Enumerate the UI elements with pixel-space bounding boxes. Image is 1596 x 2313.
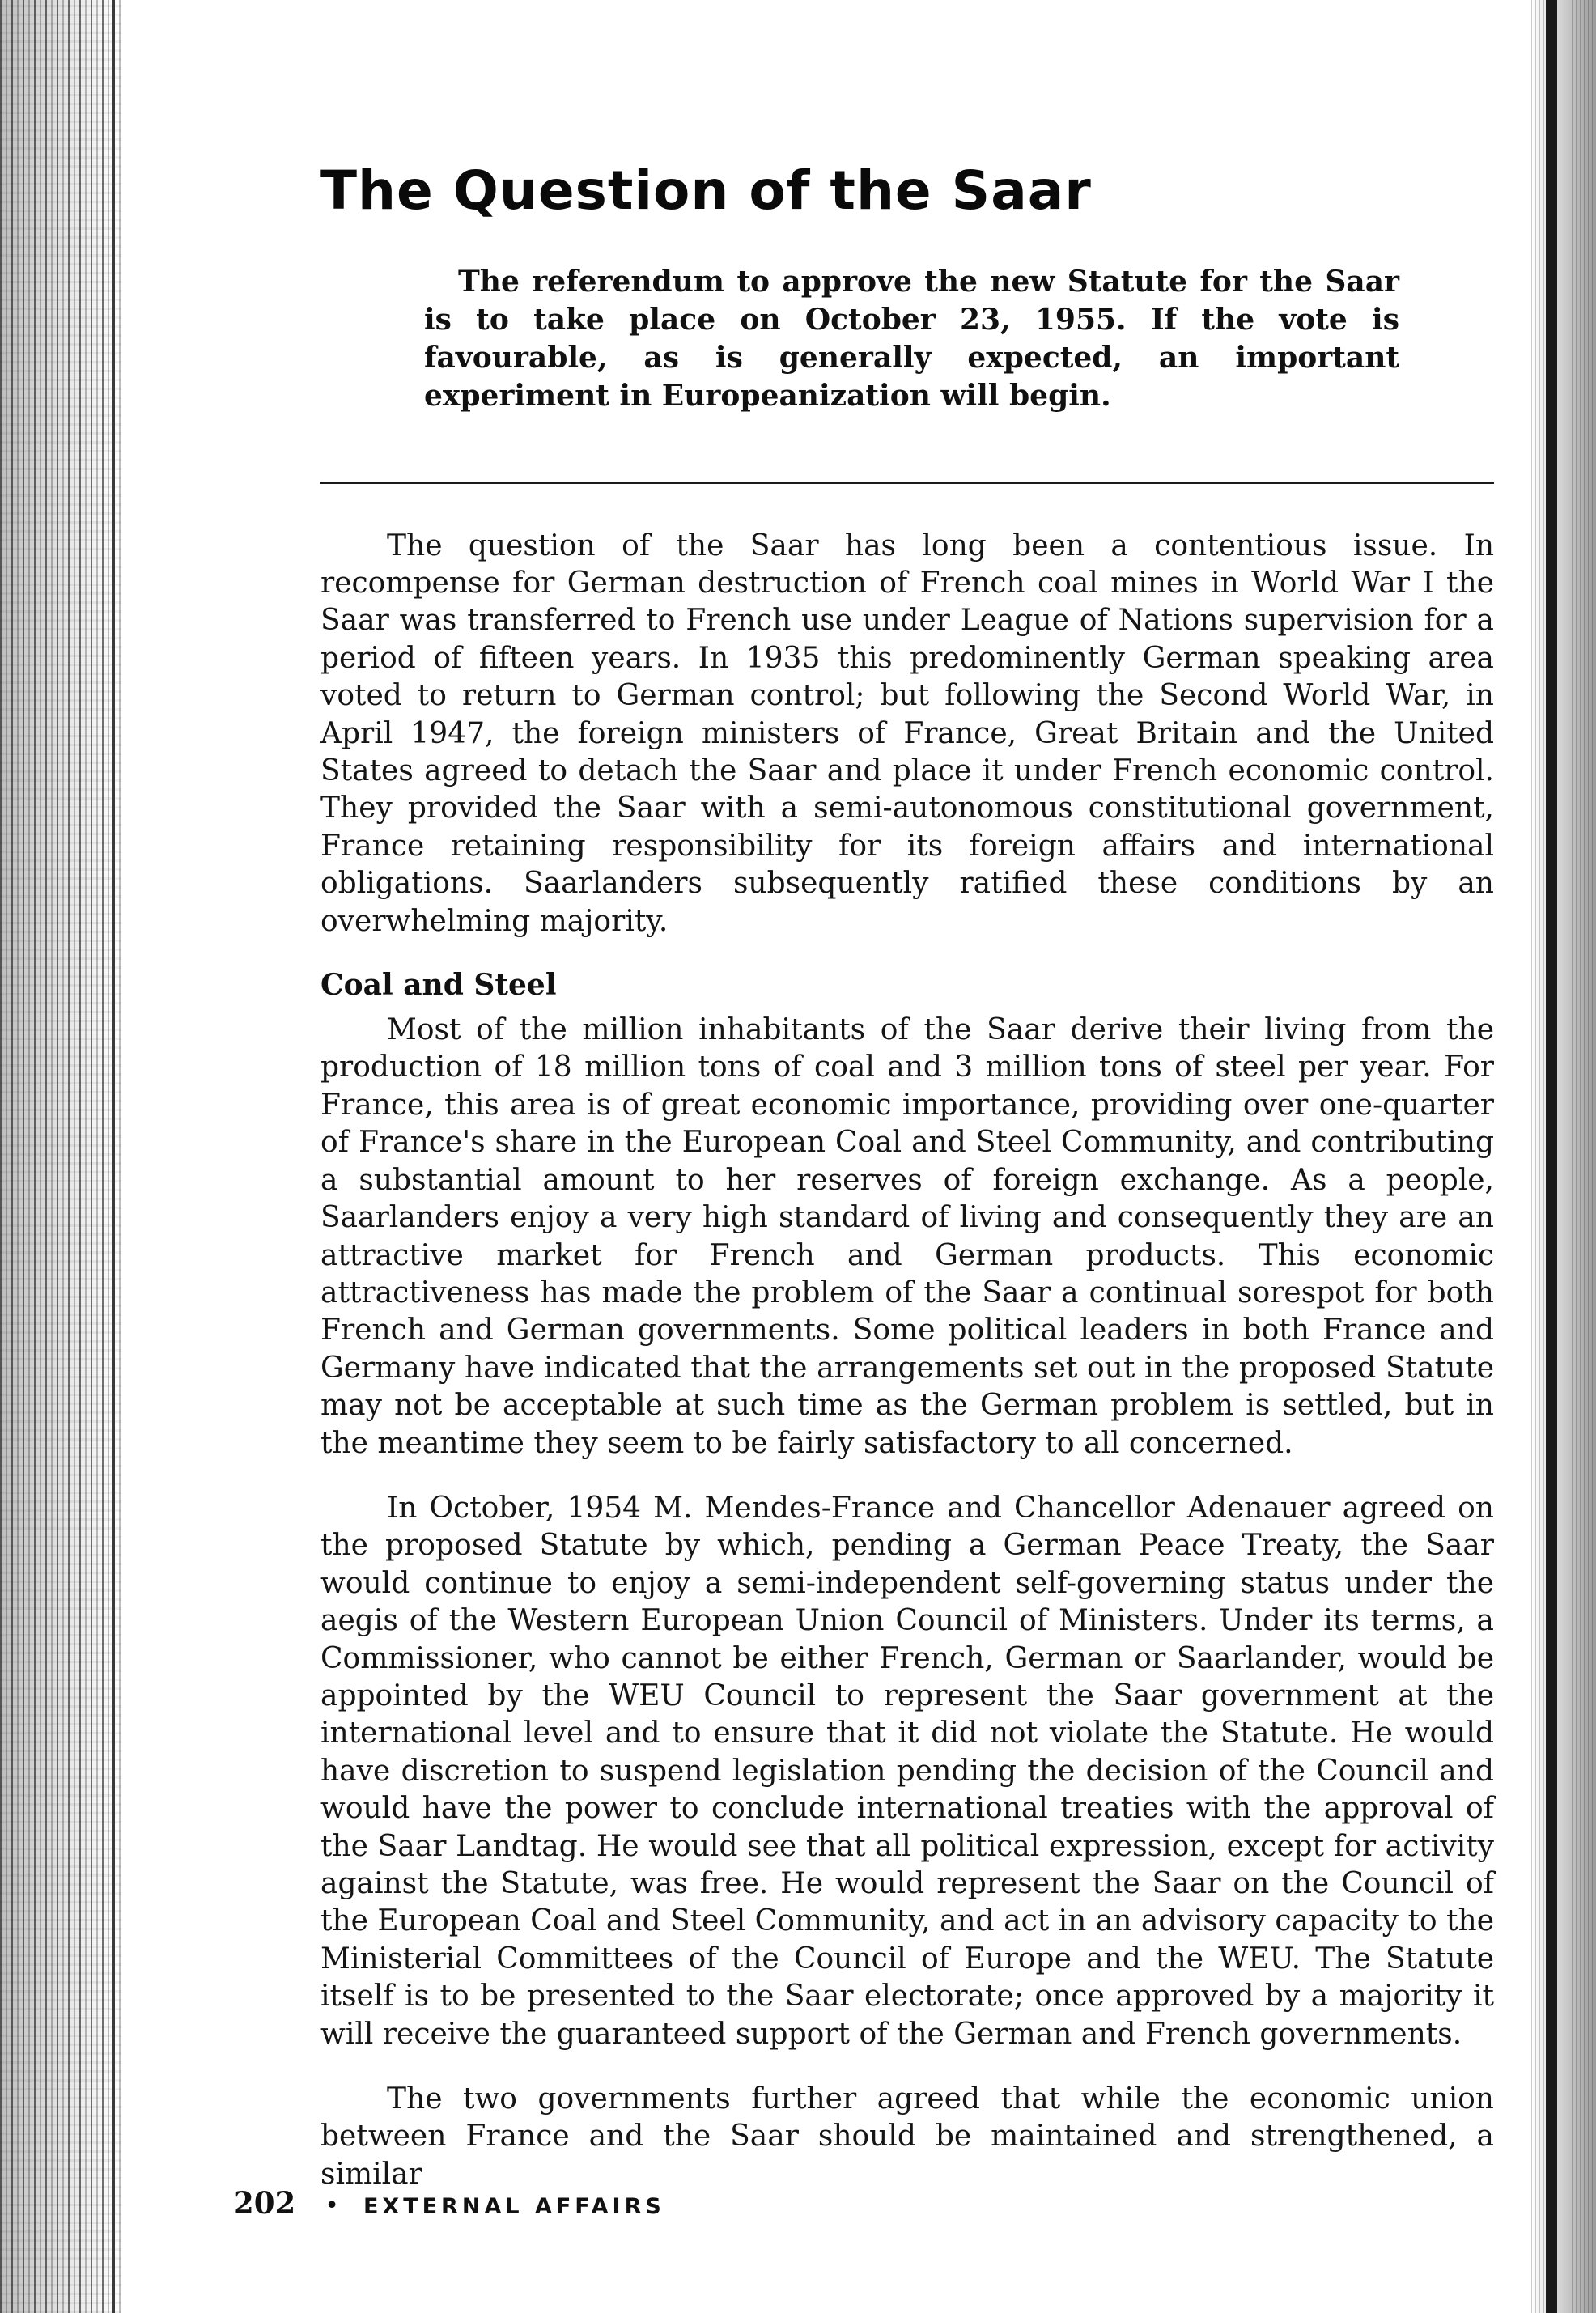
body-paragraph-economic-union: The two governments further agreed that while the economic union between France and the Saar should be maintained and strengthened, a similar bbox=[320, 2082, 1494, 2191]
body-paragraph-intro: The question of the Saar has long been a contentious issue. In recompense for German destruction of French coal mines in World War I the Saar was transferred to French use under League of Nations supervision for a period of fifteen years. In 1935 this predominently German speaking area voted to return to German control; but following the Second World War, in April 1947, the foreign ministers of France, Great Britain and the United States agreed to detach the Saar and place it under French economic control. They provided the Saar with a semi-autonomous constitutional government, France retaining responsibility for its foreign affairs and international obligations. Saarlanders subsequently ratified these conditions by an overwhelming majority. bbox=[320, 528, 1494, 938]
publication-name: EXTERNAL AFFAIRS bbox=[363, 2194, 665, 2219]
scanned-binding-right-edge bbox=[1531, 0, 1596, 2313]
page-footer bbox=[233, 2185, 665, 2221]
horizontal-divider bbox=[320, 482, 1494, 484]
document-page bbox=[320, 159, 1494, 2193]
article-title: The Question of the Saar bbox=[320, 159, 1092, 222]
article-lead: The referendum to approve the new Statute for the Saar is to take place on October 23, 1955. If the vote is favourable, as is generally expected, an important experiment in Europeanization will begin. bbox=[424, 264, 1399, 413]
page-number: 202 bbox=[233, 2185, 296, 2221]
body-paragraph-statute: In October, 1954 M. Mendes-France and Chancellor Adenauer agreed on the proposed Statute by which, pending a German Peace Treaty, the Saar would continue to enjoy a semi-independent self-governing status under the aegis of the Western European Union Council of Ministers. Under its terms, a Commissioner, who cannot be either French, German or Saarlander, would be appointed by the WEU Council to represent the Saar government at the international level and to ensure that it did not violate the Statute. He would have discretion to suspend legislation pending the decision of the Council and would have the power to conclude international treaties with the approval of the Saar Landtag. He would see that all political expression, except for activity against the Statute, was free. He would represent the Saar on the Council of the European Coal and Steel Community, and act in an advisory capacity to the Ministerial Committees of the Council of Europe and the WEU. The Statute itself is to be presented to the Saar electorate; once approved by a majority it will receive the guaranteed support of the German and French governments. bbox=[320, 1491, 1494, 2051]
scanned-binding-left-edge bbox=[0, 0, 121, 2313]
section-heading-coal-and-steel: Coal and Steel bbox=[320, 968, 557, 1003]
body-paragraph-coal-steel: Most of the million inhabitants of the Saar derive their living from the production of 18 million tons of coal and 3 million tons of steel per year. For France, this area is of great economic importance, providing over one-quarter of France's share in the European Coal and Steel Community, and contributing a substantial amount to her reserves of foreign exchange. As a people, Saarlanders enjoy a very high standard of living and consequently they are an attractive market for French and German products. This economic attractiveness has made the problem of the Saar a continual sorespot for both French and German governments. Some political leaders in both France and Germany have indicated that the arrangements set out in the proposed Statute may not be acceptable at such time as the German problem is settled, but in the meantime they seem to be fairly satisfactory to all concerned. bbox=[320, 1013, 1494, 1460]
footer-bullet: • bbox=[325, 2192, 339, 2220]
